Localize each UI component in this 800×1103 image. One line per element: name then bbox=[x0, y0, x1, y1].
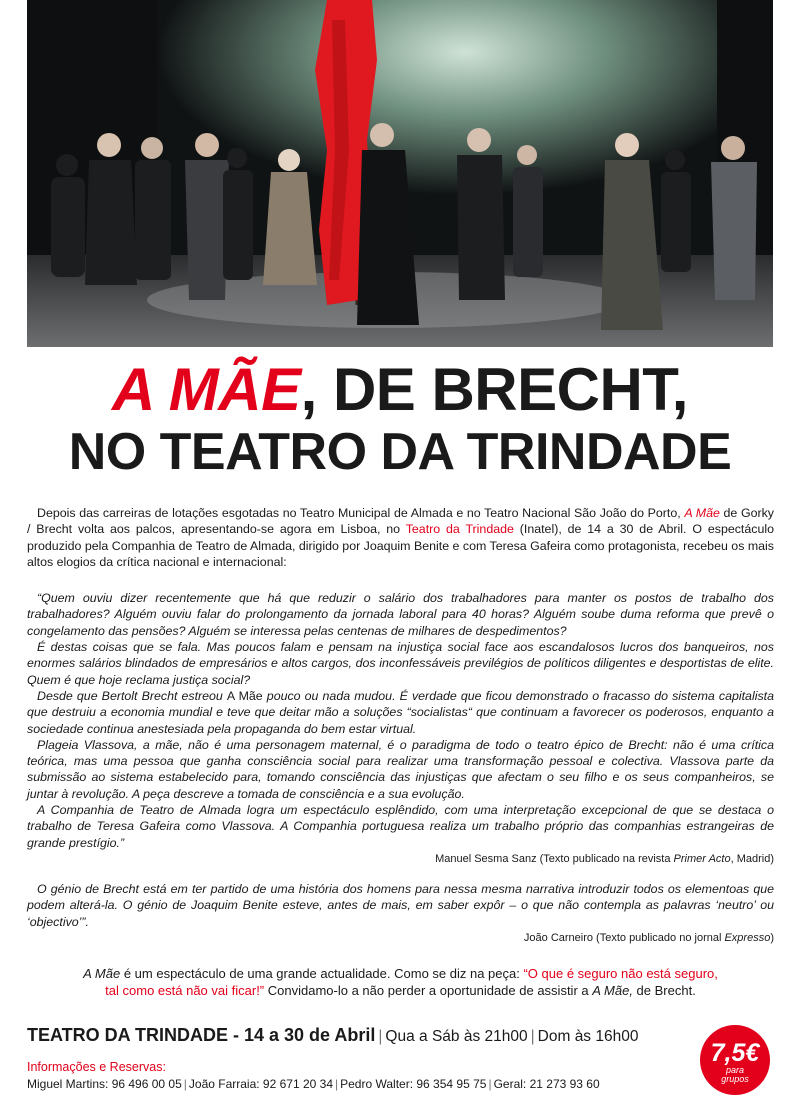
schedule-weekdays: Qua a Sáb às 21h00 bbox=[385, 1028, 528, 1045]
intro-text-3: (Inatel), de 14 a 30 de Abril. O espectáculo produzido pela Companhia de Teatro de Almada, dirigido por Joaquim Benite e com Teresa Gafeira como protagonista, recebeu os mais altos elogios da crítica nacional e internacional: bbox=[27, 522, 774, 569]
intro-paragraph bbox=[27, 505, 774, 570]
quote1-source-text-b: , Madrid) bbox=[730, 852, 774, 865]
quote1-p3-text-a: Desde que Bertolt Brecht estreou bbox=[37, 688, 227, 703]
price-note-2: grupos bbox=[721, 1074, 749, 1084]
quote1-p3-play-name: A Mãe bbox=[226, 688, 263, 703]
intro-text-1: Depois das carreiras de lotações esgotadas no Teatro Municipal de Almada e no Teatro Nacional São João do Porto, bbox=[37, 506, 685, 520]
price-note-1: para bbox=[725, 1065, 744, 1075]
intro-play-name: A Mãe bbox=[684, 506, 720, 520]
divider: | bbox=[488, 1077, 492, 1091]
contacts-line bbox=[27, 1077, 600, 1091]
quote1-paragraph-1: “Quem ouviu dizer recentemente que há que reduzir o salário dos trabalhadores para manter os postos de trabalho dos trabalhadores? Alguém ouviu falar do prolongamento da jornada laboral para 40 horas? Alguém soube duma reforma que prevê o congelamento das pensões? Alguém se interessa pelas centenas de milhares de despedimentos? bbox=[27, 591, 774, 638]
quote1-source bbox=[27, 851, 774, 867]
venue-dates: TEATRO DA TRINDADE - 14 a 30 de Abril bbox=[27, 1025, 376, 1045]
closing-play-name-2: A Mãe, bbox=[592, 983, 633, 998]
page-title bbox=[27, 358, 773, 482]
intro-text-2: de Gorky / Brecht volta aos palcos, apresentando-se agora em Lisboa, no bbox=[27, 506, 774, 537]
quote1-paragraph-3 bbox=[27, 688, 774, 737]
quote2-source-publication: Expresso bbox=[724, 931, 771, 944]
divider: | bbox=[530, 1028, 535, 1045]
quote1-source-text-a: Manuel Sesma Sanz (Texto publicado na revista bbox=[435, 852, 674, 865]
quote1-paragraph-2: É destas coisas que se fala. Mas poucos falam e pensam na injustiça social face aos escandalosos lucros dos banqueiros, nos enormes salários blindados de empresários e altos cargos, dos inconfessáveis previlégios de políticos diligentes e desportistas de elite. Quem é que hoje reclama justiça social? bbox=[27, 640, 774, 687]
venue-dates-line bbox=[27, 1025, 717, 1046]
title-line-1 bbox=[27, 358, 773, 422]
title-line-2: NO TEATRO DA TRINDADE bbox=[68, 423, 732, 481]
stage-scene-illustration bbox=[27, 0, 773, 347]
quote2-source-text-b: ) bbox=[770, 931, 774, 944]
divider: | bbox=[335, 1077, 339, 1091]
contact-item: Pedro Walter: 96 354 95 75 bbox=[340, 1077, 487, 1091]
closing-paragraph bbox=[27, 965, 774, 999]
contact-item: Miguel Martins: 96 496 00 05 bbox=[27, 1077, 182, 1091]
quote2-paragraph: O génio de Brecht está em ter partido de uma história dos homens para nessa mesma narrativa introduzir todos os elementoas que podem alterá-la. O génio de Joaquim Benite esteve, antes de mais, em saber expôr – o que não contempla as palavras ‘neutro’ ou ‘objectivo’”. bbox=[27, 881, 774, 929]
quote2-source-text-a: João Carneiro (Texto publicado no jornal bbox=[523, 931, 725, 944]
divider: | bbox=[183, 1077, 187, 1091]
closing-text-2: Convidamo-lo a não perder a oportunidade de assistir a bbox=[264, 983, 593, 998]
divider: | bbox=[378, 1028, 383, 1045]
title-line-1-rest: , DE BRECHT, bbox=[300, 356, 688, 423]
schedule-sunday: Dom às 16h00 bbox=[537, 1028, 639, 1045]
closing-quote-line-2: tal como está não vai ficar!” bbox=[105, 983, 265, 998]
quote1-paragraph-4: Plageia Vlassova, a mãe, não é uma personagem maternal, é o paradigma de todo o teatro épico de Brecht: não é uma crítica teórica, mas uma pessoa que ganha consciência social para realizar uma transformação pessoal e colectiva. Vlassova parte da submissão ao sistema estabelecido para, tomando consciência das injustiças que afectam o seu filho e os seus companheiros, se juntar à revolução. A peça descreve a tomada de consciência e a sua evolução. bbox=[27, 737, 774, 801]
quote1-paragraph-5: A Companhia de Teatro de Almada logra um espectáculo esplêndido, com uma interpretação excepcional de que se destaca o trabalho de Teresa Gafeira como Vlassova. A Companhia portuguesa realiza um trabalho próprio das companhias estrangeiras de grande prestígio.” bbox=[27, 803, 774, 850]
price-value: 7,5€ bbox=[710, 1039, 760, 1067]
spacer bbox=[27, 570, 774, 590]
closing-play-name: A Mãe bbox=[83, 966, 121, 981]
contact-item: Geral: 21 273 93 60 bbox=[493, 1077, 600, 1091]
price-badge bbox=[700, 1025, 770, 1095]
quote1-p3-text-b: pouco ou nada mudou. É verdade que ficou demonstrado o fracasso do sistema capitalista que destruiu a economia mundial e teve que deitar mão a soluções “socialistas“ que continuam a favorecer os poderosos, enquanto a sociedade continua anestesiada pela propaganda do bem estar virtual. bbox=[27, 688, 774, 736]
intro-venue-name: Teatro da Trindade bbox=[405, 522, 514, 537]
article-body bbox=[27, 505, 774, 946]
closing-quote-line-1: “O que é seguro não está seguro, bbox=[523, 966, 718, 981]
title-play-name: A MÃE bbox=[112, 356, 301, 423]
info-label: Informações e Reservas: bbox=[27, 1060, 166, 1074]
spacer bbox=[27, 867, 774, 881]
stage-photo bbox=[27, 0, 773, 347]
quote2-source bbox=[27, 930, 774, 946]
contact-item: João Farraia: 92 671 20 34 bbox=[188, 1077, 333, 1091]
closing-text-1: é um espectáculo de uma grande actualidade. Como se diz na peça: bbox=[120, 966, 524, 981]
closing-text-3: de Brecht. bbox=[632, 983, 696, 998]
quote1-source-publication: Primer Acto bbox=[673, 852, 731, 865]
